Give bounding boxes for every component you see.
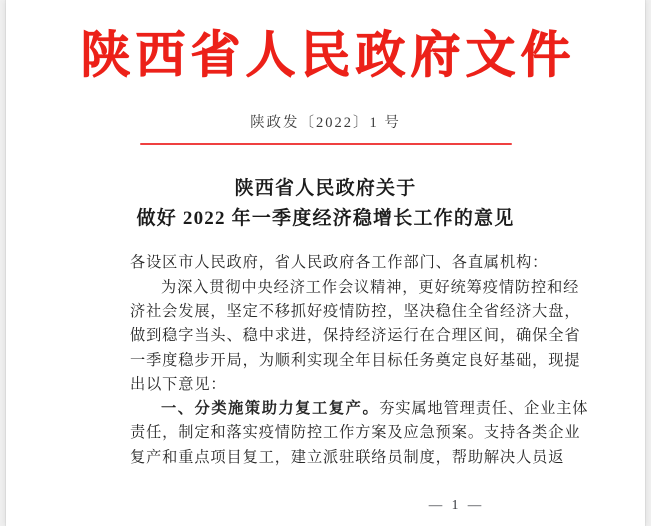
- body-line-text: 责任，制定和落实疫情防控工作方案及应急预案。支持各类企业: [130, 424, 581, 442]
- body-line: [30, 373, 623, 397]
- body-line: [30, 421, 623, 445]
- document-number-block: [6, 111, 645, 145]
- document-page: [6, 0, 645, 526]
- page-footer: [6, 496, 645, 514]
- masthead: [6, 0, 645, 85]
- body-line-text: 复产和重点项目复工，建立派驻联络员制度，帮助解决人员返: [130, 448, 565, 466]
- body-line: [30, 397, 623, 421]
- document-title-line-2: 做好 2022 年一季度经济稳增长工作的意见: [136, 208, 515, 230]
- document-title-line-1: 陕西省人民政府关于: [234, 178, 417, 200]
- body-line: [30, 446, 623, 470]
- masthead-title: 陕西省人民政府文件: [80, 27, 576, 83]
- page-content: [6, 0, 645, 526]
- body-line: [30, 324, 623, 348]
- body-line-text: 夯实属地管理责任、企业主体: [379, 400, 589, 418]
- body-line: [30, 349, 623, 373]
- body-line-text: 做到稳字当头、稳中求进，保持经济运行在合理区间，确保全省: [130, 327, 581, 345]
- body-line-text: 出以下意见：: [130, 375, 227, 393]
- body-line: [30, 300, 623, 324]
- section-heading: 一、分类施策助力复工复产。: [161, 400, 380, 418]
- body-line: [30, 276, 623, 300]
- body-line-text: 各设区市人民政府，省人民政府各工作部门、各直属机构：: [130, 254, 549, 272]
- body-line-text: 一季度稳步开局，为顺利实现全年目标任务奠定良好基础，现提: [130, 351, 581, 369]
- body-line-text: 为深入贯彻中央经济工作会议精神，更好统筹疫情防控和经: [161, 278, 580, 296]
- document-number: 陕政发〔2022〕1 号: [250, 115, 401, 131]
- red-divider-rule: [140, 143, 512, 145]
- body-line-text: 济社会发展，坚定不移抓好疫情防控，坚决稳住全省经济大盘，: [130, 302, 581, 320]
- page-number: — 1 —: [428, 497, 485, 512]
- body-line: [30, 251, 623, 275]
- document-body: [6, 251, 645, 470]
- document-title: [6, 174, 645, 234]
